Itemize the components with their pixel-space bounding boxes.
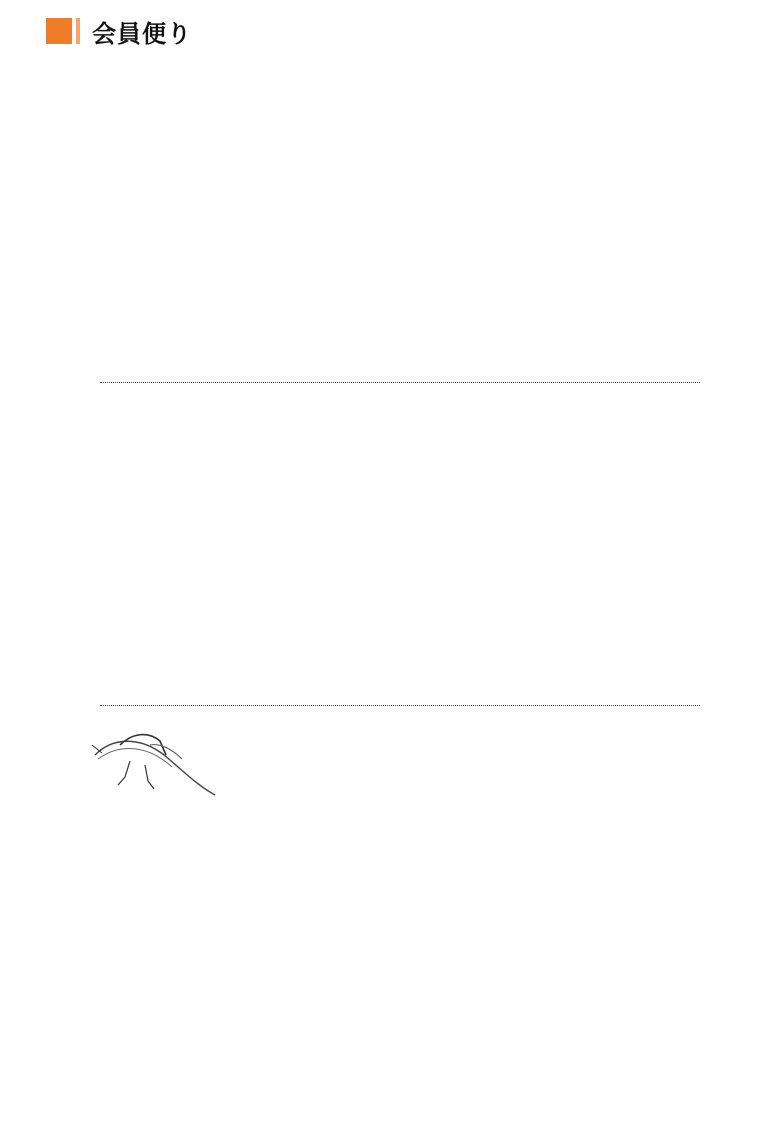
header-accent-block <box>46 18 72 44</box>
divider-1 <box>100 382 700 383</box>
grasshopper-sketch-icon <box>90 715 220 805</box>
header-accent-stripe <box>76 18 80 44</box>
header-title: 会員便り <box>92 20 192 48</box>
divider-2 <box>100 705 700 706</box>
page-header <box>46 14 766 48</box>
